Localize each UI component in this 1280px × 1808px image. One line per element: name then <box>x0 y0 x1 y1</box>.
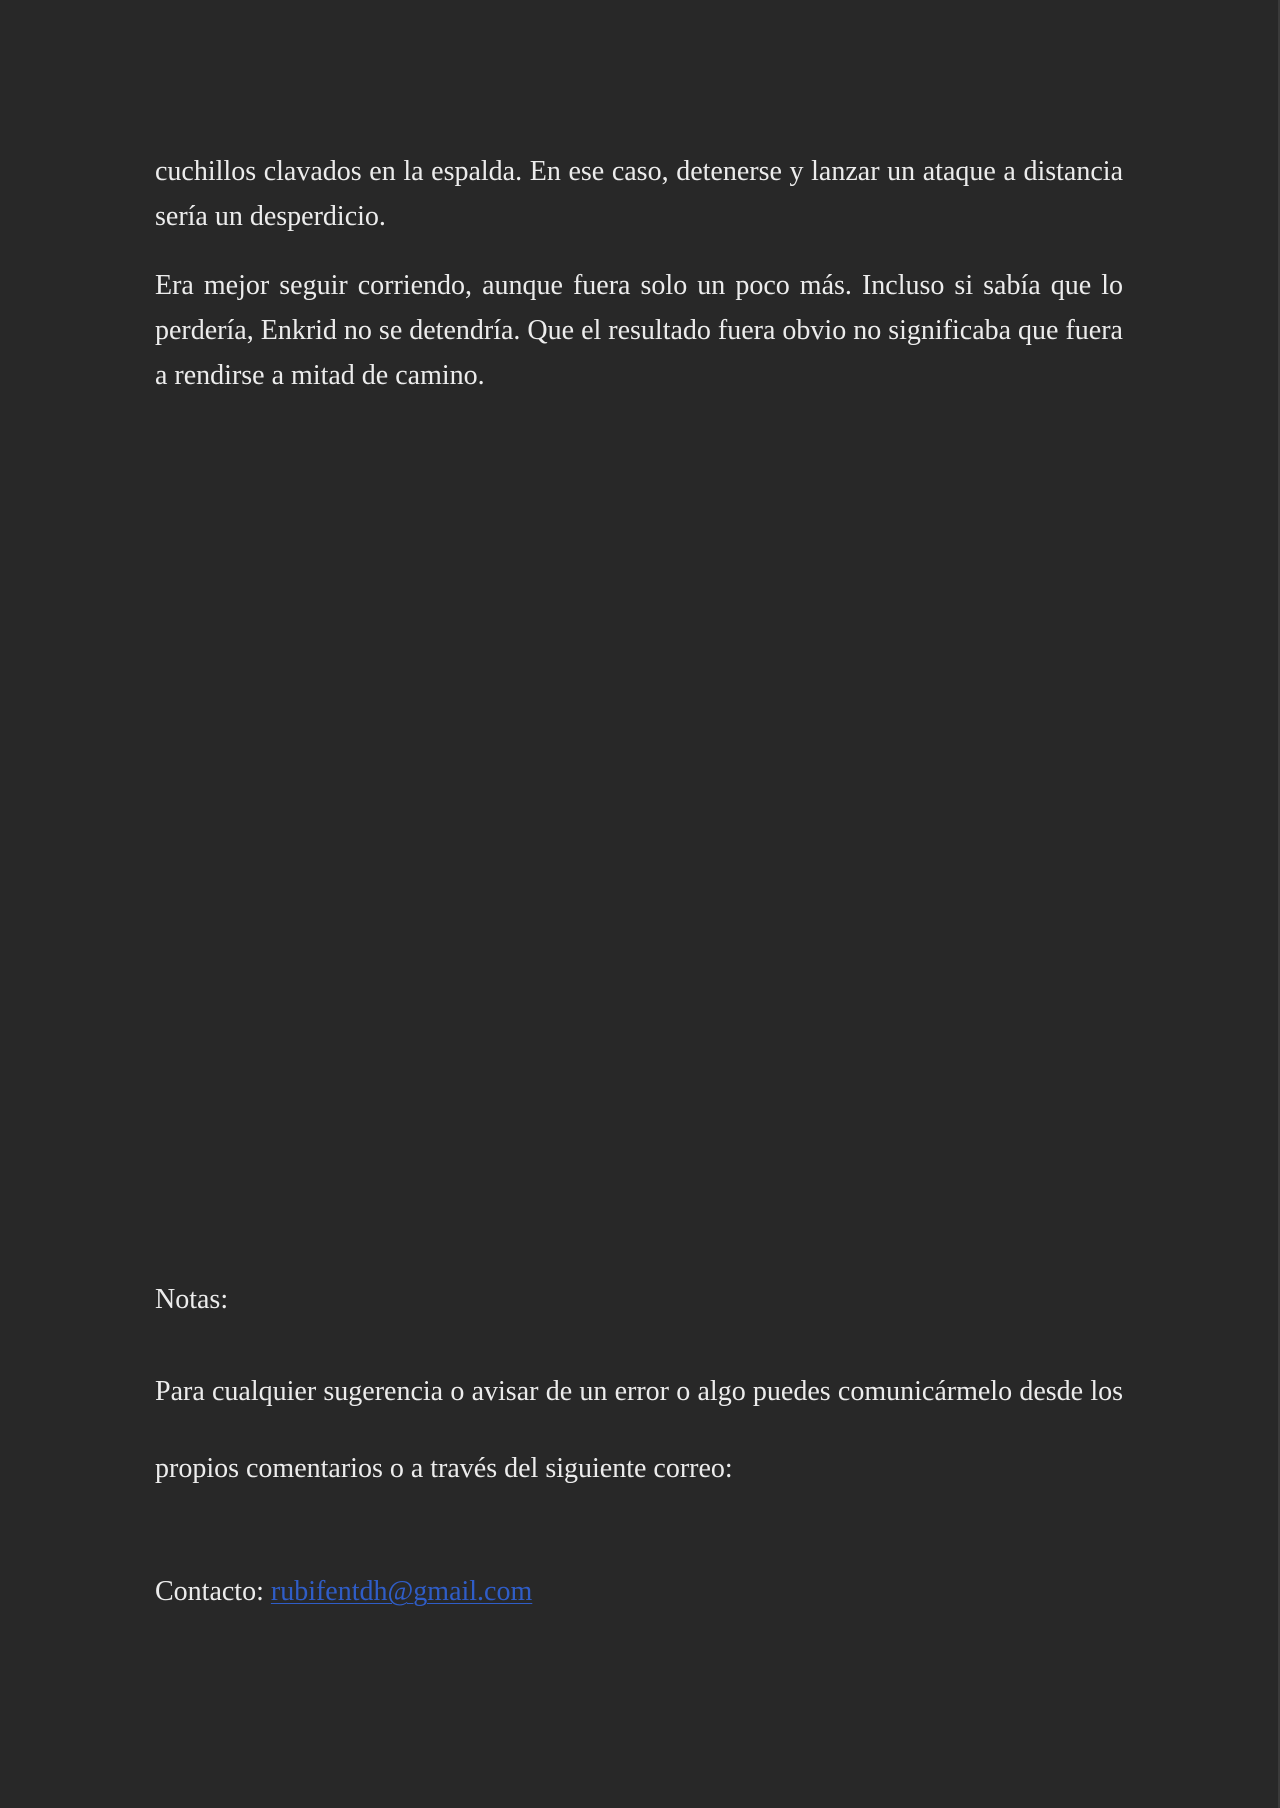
paragraph-1: cuchillos clavados en la espalda. En ese caso, detenerse y lanzar un ataque a distancia sería un desperdicio. <box>155 156 1123 232</box>
contact-email-link[interactable]: rubifentdh@gmail.com <box>270 1576 533 1607</box>
contact-label: Contacto: <box>155 1576 264 1607</box>
notes-title: Notas: <box>155 1284 229 1315</box>
contact-line <box>155 1570 532 1614</box>
paragraph-2: Era mejor seguir corriendo, aunque fuera solo un poco más. Incluso si sabía que lo perdería, Enkrid no se detendría. Que el resultado fuera obvio no significaba que fuera a rendirse a mitad de camino. <box>155 270 1123 391</box>
notes-body: Para cualquier sugerencia o avisar de un error o algo puedes comunicármelo desde los propios comentarios o a través del siguiente correo: <box>155 1376 1123 1484</box>
